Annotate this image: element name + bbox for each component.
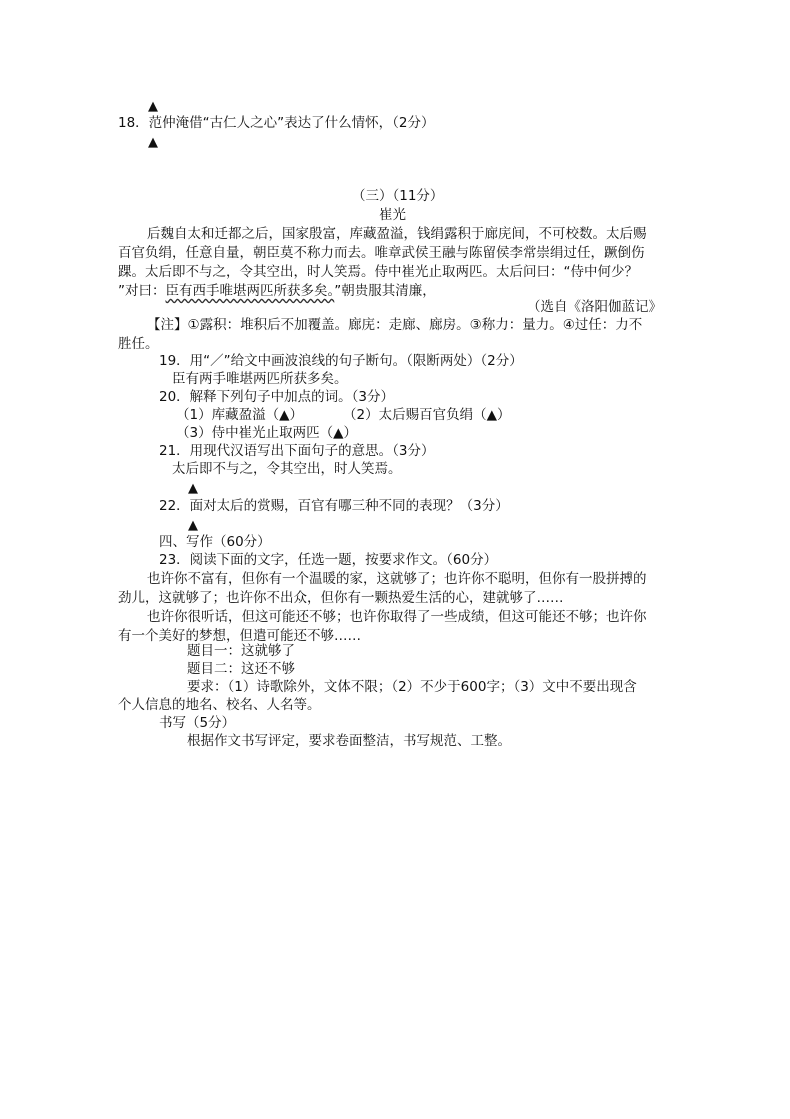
essay-topic-2: 题目二：这还不够 bbox=[187, 661, 295, 677]
question-18: 18．范仲淹借“古仁人之心”表达了什么情怀，（2分） bbox=[118, 115, 435, 131]
essay-topic-1: 题目一：这就够了 bbox=[187, 643, 295, 659]
question-20-item-3: （3）侍中崔光止取两匹（▲） bbox=[176, 425, 357, 441]
prompt-paragraph-line: 劲儿，这就够了；也许你不出众，但你有一颗热爱生活的心，建就够了…… bbox=[118, 590, 564, 606]
answer-mark: ▲ bbox=[188, 518, 198, 533]
passage-line: 踝。太后即不与之，令其空出，时人笑焉。侍中崔光止取两匹。太后问曰：“侍中何少？ bbox=[118, 264, 638, 280]
writing-score-text: 根据作文书写评定，要求卷面整洁，书写规范、工整。 bbox=[187, 733, 511, 749]
prompt-paragraph-line: 有一个美好的梦想，但遣可能还不够…… bbox=[118, 628, 361, 644]
prompt-paragraph-line: 也许你不富有，但你有一个温暖的家，这就够了；也许你不聪明，但你有一股拼搏的 bbox=[147, 571, 647, 587]
question-20-item-1: （1）库藏盈溢（▲） bbox=[176, 407, 303, 423]
note-line: 【注】①露积：堆积后不加覆盖。廊庑：走廊、廊房。③称力：量力。④过任：力不 bbox=[147, 317, 643, 333]
essay-requirements-line: 要求：（1）诗歌除外，文体不限；（2）不少于600字；（3）文中不要出现含 bbox=[187, 679, 637, 695]
passage-line: ”对曰：臣有西手唯堪两匹所获多矣。”朝贵服其清廉， bbox=[118, 283, 436, 299]
question-19: 19．用“／”给文中画波浪线的句子断句。（限断两处）（2分） bbox=[159, 353, 523, 369]
wavy-underlined-sentence: 臣有西手唯堪两匹所获多矣。 bbox=[165, 283, 335, 299]
answer-mark: ▲ bbox=[148, 99, 158, 114]
question-21-sentence: 太后即不与之，令其空出，时人笑焉。 bbox=[172, 461, 402, 477]
question-20: 20．解释下列句子中加点的词。（3分） bbox=[159, 389, 395, 405]
question-21: 21．用现代汉语写出下面句子的意思。（3分） bbox=[159, 443, 435, 459]
answer-mark: ▲ bbox=[188, 481, 198, 496]
section-heading-writing: 四、写作（60分） bbox=[159, 534, 271, 550]
passage-line: 百官负绢，任意自量，朝臣莫不称力而去。唯章武侯王融与陈留侯李常崇绢过任，蹶倒伤 bbox=[118, 245, 645, 261]
question-22: 22．面对太后的赏赐，百官有哪三种不同的表现？（3分） bbox=[159, 498, 509, 514]
section-heading: （三）（11分） bbox=[352, 188, 444, 204]
answer-mark: ▲ bbox=[148, 135, 158, 150]
question-20-item-2: （2）太后赐百官负绢（▲） bbox=[343, 407, 511, 423]
passage-source: （选自《洛阳伽蓝记》 bbox=[527, 299, 662, 315]
question-19-sentence: 臣有两手唯堪两匹所获多矣。 bbox=[172, 371, 348, 387]
passage-line: 后魏自太和迁都之后，国家殷富，库藏盈溢，钱绢露积于廊庑间，不可校数。太后赐 bbox=[147, 226, 647, 242]
writing-score-heading: 书写（5分） bbox=[159, 715, 236, 731]
prompt-paragraph-line: 也许你很听话，但这可能还不够；也许你取得了一些成绩，但这可能还不够；也许你 bbox=[147, 609, 647, 625]
question-23: 23．阅读下面的文字，任选一题，按要求作文。（60分） bbox=[159, 552, 498, 568]
note-line: 胜任。 bbox=[118, 336, 159, 352]
essay-requirements-line: 个人信息的地名、校名、人名等。 bbox=[118, 697, 321, 713]
passage-title: 崔光 bbox=[379, 207, 406, 223]
